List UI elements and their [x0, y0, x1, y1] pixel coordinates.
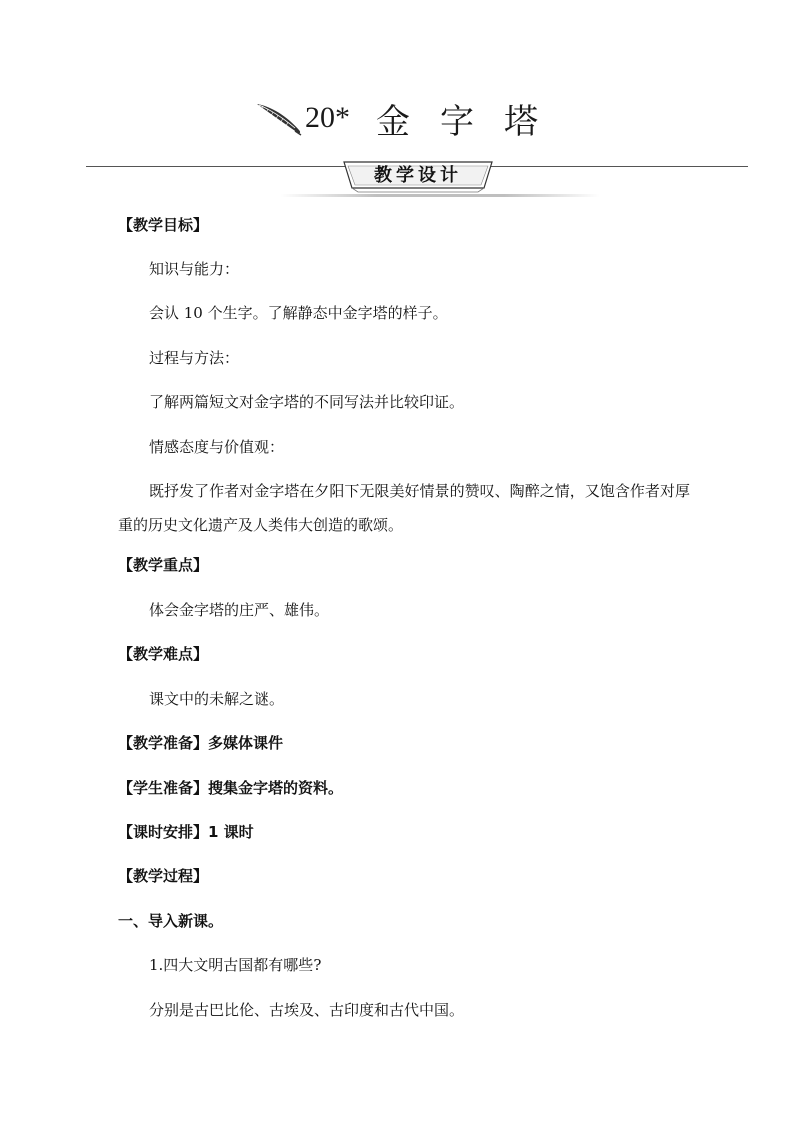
prep-line: 【教学准备】多媒体课件 [118, 734, 284, 752]
objectives-heading: 【教学目标】 [118, 216, 209, 234]
lesson-name: 金字塔 [376, 101, 568, 142]
quill-pen-icon [255, 100, 303, 136]
lesson-number: 20* [305, 101, 350, 134]
process-text: 了解两篇短文对金字塔的不同写法并比较印证。 [149, 393, 465, 411]
key-heading: 【教学重点】 [118, 556, 209, 574]
student-prep-line: 【学生准备】搜集金字塔的资料。 [118, 779, 344, 797]
step1-question: 1.四大文明古国都有哪些? [149, 956, 322, 974]
difficulty-text: 课文中的未解之谜。 [149, 690, 285, 708]
section-banner-label: 教学设计 [374, 165, 462, 186]
process-label: 过程与方法： [149, 349, 240, 367]
banner-shadow [280, 194, 600, 197]
emotion-text: 既抒发了作者对金字塔在夕阳下无限美好情景的赞叹、陶醉之情，又饱含作者对厚重的历史文化遗产及人类伟大创造的歌颂。 [118, 482, 690, 534]
schedule-line: 【课时安排】1 课时 [118, 823, 254, 841]
lesson-title [255, 92, 568, 144]
emotion-label: 情感态度与价值观： [149, 438, 285, 456]
step1-answer: 分别是古巴比伦、古埃及、古印度和古代中国。 [149, 1001, 465, 1019]
process-heading: 【教学过程】 [118, 867, 209, 885]
step1-heading: 一、导入新课。 [118, 912, 224, 930]
key-text: 体会金字塔的庄严、雄伟。 [149, 601, 330, 619]
knowledge-text: 会认 10 个生字。了解静态中金字塔的样子。 [149, 304, 448, 322]
knowledge-label: 知识与能力： [149, 260, 240, 278]
difficulty-heading: 【教学难点】 [118, 645, 209, 663]
